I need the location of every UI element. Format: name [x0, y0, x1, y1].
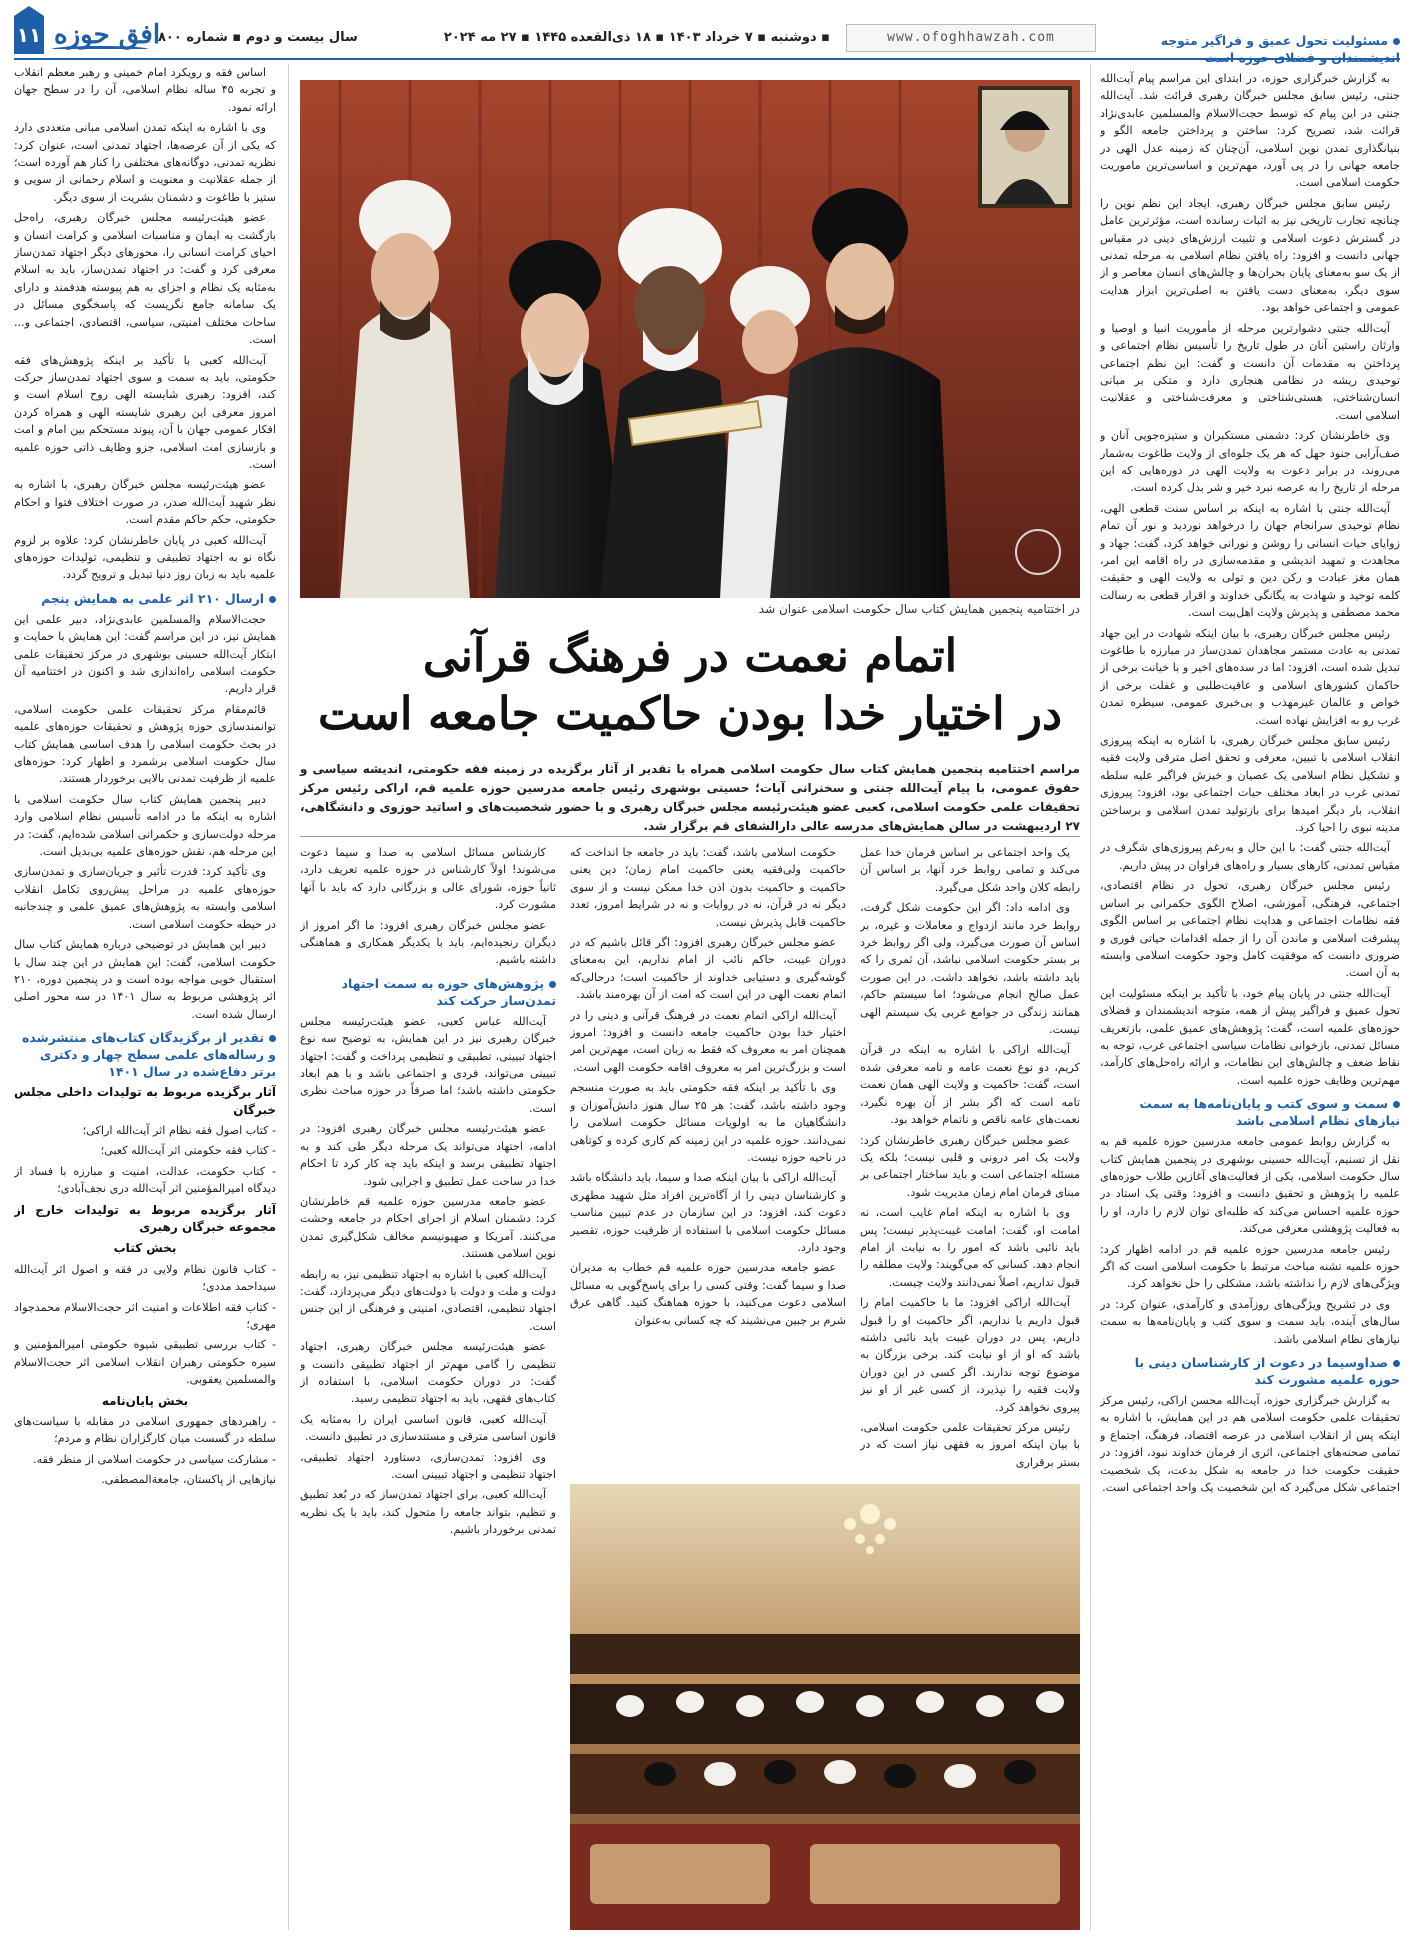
paragraph: عضو مجلس خبرگان رهبری افزود: ما اگر امروز از دیگران رنجیده‌ایم، باید با یکدیگر همکاری و هماهنگی داشته باشیم.: [300, 918, 556, 967]
paragraph: عضو هیئت‌رئیسه مجلس خبرگان رهبری، راه‌حل بازگشت به ایمان و مناسبات اسلامی و کرامت انسان و احیای کرامت انسانی را، محورهای دیگر اجتهاد تمدن‌ساز معرفی کرد و گفت: در اجتهاد تمدن‌ساز، باید به اسلام به‌مثابه یک نظام و اجزای به هم پیوسته هدفمند و دارای یک سامانه جامع نگریست که پاسخگوی مسائل در ساحات مختلف امنیتی، سیاسی، اقتصادی، اجتماعی و... است.: [14, 211, 276, 347]
paragraph: اساس فقه و رویکرد امام خمینی و رهبر معظم انقلاب و تجربه ۴۵ ساله نظام اسلامی، آن را در سطح جهان ارائه نمود.: [14, 66, 276, 114]
paragraph: وی با اشاره به اینکه امام غایب است، نه امامت او، گفت: امامت غیبت‌پذیر نیست؛ پس باید نائبی باشد که امور را به نیابت از امام انجام دهد. کسانی که می‌گویند: ولایت مطلقه را قبول نداریم، اصلاً نمی‌دانند ولایت چیست.: [860, 1206, 1080, 1289]
column-separator: [1090, 64, 1091, 1930]
hall-photo-illustration: [570, 1484, 1080, 1930]
paragraph: وی در تشریح ویژگی‌های روزآمدی و کارآمدی، عنوان کرد: در سال‌های آینده، باید سمت و سوی کتب و پایان‌نامه‌ها به سمت نیازهای نظام اسلامی باشد.: [1100, 1297, 1400, 1346]
paragraph: آیت‌الله کعبی با اشاره به اجتهاد تنظیمی نیز، به رابطه دولت و ملت و دولت با دولت‌های دیگر می‌پردازد، گفت: اجتهاد تنظیمی، اقتصادی، امنیتی و فرهنگی از این جنس است.: [300, 1267, 556, 1333]
paragraph: حکومت اسلامی باشد، گفت: باید در جامعه جا انداخت که حاکمیت ولی‌فقیه یعنی حاکمیت امام زمان؛ دین یعنی حاکمیت و حاکمیت بدون اذن خدا ممکن نیست و از سوی دیگر نه در قرآن، نه در روایات و نه در شرایط امروز، تعدد حاکمیت قابل پذیرش نیست.: [570, 846, 846, 929]
paragraph: عضو جامعه مدرسین حوزه علمیه قم خاطرنشان کرد: دشمنان اسلام از اجرای احکام در جامعه وحشت می‌کنند. آمریکا و صهیونیسم مخالف شکل‌گیری تمدن نوین اسلامی هستند.: [300, 1194, 556, 1261]
main-photo: [300, 80, 1080, 598]
paragraph: رئیس جامعه مدرسین حوزه علمیه قم در ادامه اظهار کرد: حوزه علمیه تشنه مباحث مرتبط با حکومت اسلامی است که اگر ویژگی‌های لازم را نداشته باشد، مشکلی را حل نخواهد کرد.: [1100, 1242, 1400, 1291]
paragraph: عضو هیئت‌رئیسه مجلس خبرگان رهبری، اجتهاد تنظیمی را گامی مهم‌تر از اجتهاد تطبیقی دانست و گفت: در دوران حکومت اسلامی، با استفاده از کتاب‌های فقهی، باید به اجتهاد تنظیمی رسید.: [300, 1340, 556, 1406]
list-item: - کتاب اصول فقه نظام اثر آیت‌الله اراکی؛: [82, 1123, 276, 1137]
headline-line-1: اتمام نعمت در فرهنگ قرآنی: [422, 629, 958, 682]
article-lede: مراسم اختتامیه پنجمین همایش کتاب سال حکومت اسلامی همراه با تقدیر از آثار برگزیده در زمینه فقه حکومتی، اندیشه سیاسی و حقوق عمومی، با پیام آیت‌الله جنتی و سخنرانی آیات؛ حسینی بوشهری رئیس جامعه مدرسین حوزه علمیه قم، اراکی رئیس مرکز تحقیقات علمی حکومت اسلامی، کعبی عضو هیئت‌رئیسه مجلس خبرگان رهبری و با حضور شخصیت‌های و اساتید حوزوی و دانشگاهی، ۲۷ اردیبهشت در سالن همایش‌های مدرسه عالی دارالشفای قم برگزار شد.: [300, 762, 1080, 833]
list-item: - کتاب حکومت، عدالت، امنیت و مبارزه با فساد از دیدگاه امیرالمؤمنین اثر آیت‌الله دری نجف‌آبادی؛: [14, 1164, 276, 1196]
list-heading: آثار برگزیده مربوط به تولیدات داخلی مجلس خبرگان: [14, 1085, 276, 1117]
paragraph: وی افزود: تمدن‌سازی، دستاورد اجتهاد تطبیقی، اجتهاد تنظیمی و اجتهاد تبیینی است.: [300, 1450, 556, 1481]
paragraph: آیت‌الله اراکی با اشاره به اینکه در قرآن کریم، دو نوع نعمت عامه و تامه معرفی شده است، گفت: حاکمیت و ولایت الهی همان نعمت تامه است که اگر بشر از آن بهره نگیرد، نعمت‌های عامه ناقص و ناتمام خواهد بود.: [860, 1043, 1080, 1127]
brand-swoosh: [52, 46, 148, 52]
paragraph: عضو هیئت‌رئیسه مجلس خبرگان رهبری افزود: در ادامه، اجتهاد می‌تواند یک مرحله دیگر طی کند و به اجتهاد تطبیقی برسد و اینکه باید چه کار کرد تا احکام خدا در ساحت عمل تطبیق و اجرایی شود.: [300, 1122, 556, 1188]
body-column-1: [860, 844, 1080, 1484]
paragraph: وی ادامه داد: اگر این حکومت شکل گرفت، روابط خرد مانند ازدواج و معاملات و غیره، بر اساس آن صورت می‌گیرد، ولی اگر روابط خرد بر بستر حکومت اسلامی نباشد، آن ثمری را که باید داشته باشد، نخواهد داشت. در این صورت عمل صالح انجام می‌شود؛ اما سیستم حاکم، همانند زندگی در جوامع غربی یک سیستم الهی نیست.: [860, 901, 1080, 1037]
list-heading: بخش پایان‌نامه: [101, 1393, 189, 1408]
section-subhead: مسئولیت تحول عمیق و فراگیر متوجه اندیشمندان و فضلای حوزه است: [1160, 33, 1400, 65]
website-url[interactable]: www.ofoghhawzah.com: [846, 24, 1096, 52]
body-column-2: [570, 844, 846, 1484]
section-subhead: سمت و سوی کتب و پایان‌نامه‌ها به سمت نیازهای نظام اسلامی باشد: [1139, 1096, 1400, 1129]
paragraph: قائم‌مقام مرکز تحقیقات علمی حکومت اسلامی، توانمندسازی حوزه پژوهش و تحقیقات حوزه‌های علمیه در بحث حکومت اسلامی را هدف اساسی همایش کتاب سال حکومت اسلامی برشمرد و اظهار کرد: حوزه‌های علمیه از ظرفیت تمدنی بالایی برخوردار هستند.: [14, 702, 276, 786]
paragraph: عضو جامعه مدرسین حوزه علمیه قم خطاب به مدیران صدا و سیما گفت: وقتی کسی را برای پاسخ‌گویی به مسائل اسلامی دعوت می‌کنید، با حوزه هماهنگ کنید. گاهی عرق شرم بر جبین می‌نشیند که چه کسانی به‌عنوان: [570, 1261, 846, 1327]
paragraph: دبیر این همایش در توضیحی درباره همایش کتاب سال حکومت اسلامی، گفت: این همایش در این چند سال با استقبال خوبی مواجه بوده است و در پنجمین دوره، ۲۱۰ اثر پژوهشی مربوط به سال ۱۴۰۱ در سه محور اصلی ارسال شده است.: [14, 938, 276, 1021]
paragraph: رئیس مرکز تحقیقات علمی حکومت اسلامی، با بیان اینکه امروز به فقهی نیاز است که در بستر برقراری: [860, 1421, 1080, 1469]
paragraph: عضو مجلس خبرگان رهبری افزود: اگر قائل باشیم که در دوران غیبت، حاکم نائب از امام نداریم، این به‌معنای گوشه‌گیری و دستیابی خداوند از حاکمیت است؛ درحالی‌که اتمام نعمت الهی در این است که امت از آن بهره‌مند باشد.: [570, 936, 846, 1002]
list-item: - راهبردهای جمهوری اسلامی در مقابله با سیاست‌های سلطه در گسست میان کارگزاران نظام و مردم؛: [14, 1415, 276, 1446]
lede-rule: [300, 836, 1080, 837]
paragraph: آیت‌الله کعبی در پایان خاطرنشان کرد: علاوه بر لزوم نگاه نو به اجتهاد تطبیقی و تنظیمی، تولیدات حوزه‌های علمیه باید به زبان روز دنیا تبدیل و ترویج گردد.: [14, 533, 276, 582]
paragraph: آیت‌الله اراکی افزود: ما با حاکمیت امام را قبول داریم یا نداریم، اگر حاکمیت او را قبول داریم، پس در دوران غیبت باید نائبی داشته باشد که او از او نیابت کند. برخی بزرگان به موضوع توجه ندارند. اگر کسی در این دوران ولایت فقیه را نپذیرد، از کسی غیر از او نیز پیروی نخواهد کرد.: [860, 1296, 1080, 1414]
paragraph: آیت‌الله جنتی گفت: با این حال و به‌رغم پیروزی‌های شگرف در مقیاس تمدنی، کارهای بسیار و راه‌های فراوان در پیش داریم.: [1100, 841, 1400, 872]
right-column: [1100, 26, 1400, 1930]
body-column-3: [300, 844, 556, 1930]
section-subhead: تقدیر از برگزیدگان کتاب‌های منتشرشده و رساله‌های علمی سطح چهار و دکتری برتر دفاع‌شده در سال ۱۴۰۱: [22, 1030, 276, 1080]
paragraph: دبیر پنجمین همایش کتاب سال حکومت اسلامی با اشاره به اینکه ما در ادامه تأسیس نظام اسلامی وارد مرحله دولت‌سازی و حکمرانی اسلامی شده‌ایم، گفت: در این مرحله هم، نقش حوزه‌های علمیه بی‌بدیل است.: [14, 792, 276, 859]
paragraph: عضو هیئت‌رئیسه مجلس خبرگان رهبری، با اشاره به نظر شهید آیت‌الله صدر، در صورت اختلاف فتوا و احکام حکومتی، حکم حاکم مقدم است.: [14, 478, 276, 527]
paragraph: وی تأکید کرد: قدرت تأثیر و جریان‌سازی و تمدن‌سازی حوزه‌های علمیه در مراحل پیش‌روی تکامل انقلاب اسلامی وابسته به پژوهش‌های عمیق علمی و چندجانبه در حیطه حکومت اسلامی است.: [14, 865, 276, 931]
paragraph: آیت‌الله عباس کعبی، عضو هیئت‌رئیسه مجلس خبرگان رهبری نیز در این همایش، به توضیح سه نوع اجتهاد تبیینی، تطبیقی و تنظیمی پرداخت و گفت: اجتهاد تبیینی می‌تواند، فردی و اجتماعی باشد و با هم ابعاد حکومتی داشته باشد؛ اما صرفاً در حوزه مباحث نظری است.: [300, 1014, 556, 1115]
list-heading: بخش کتاب: [113, 1241, 177, 1256]
paragraph: رئیس سابق مجلس خبرگان رهبری، با اشاره به اینکه پیروزی انقلاب اسلامی با تبیین، معرفی و تحقق اصل مترقی ولایت فقیه و تشکیل نظام اسلامی یک عصیان و خیزش فراگیر علیه سلطه تمدنی غرب در ابعاد مختلف حیات اجتماعی بود، افزود: پیروزی انقلاب، بار دیگر امیدها برای بازتولید تمدن اسلامی و برساختن مدینه نبوی را احیا کرد.: [1100, 734, 1400, 835]
paragraph: کارشناس مسائل اسلامی به صدا و سیما دعوت می‌شوند! اولاً کارشناس در حوزه علمیه تعریف دارد، ثانیاً حوزه، شورای عالی و بزرگانی دارد که باید با آنها مشورت کرد.: [300, 846, 556, 912]
column-separator: [288, 64, 289, 1930]
paragraph: رئیس مجلس خبرگان رهبری، با بیان اینکه شهادت در این جهاد تمدنی به عادت مستمر مجاهدان تمدن‌ساز در مبارزه با طاغوت تبدیل شده است، افزود: اما در سده‌های اخیر و با خیانت برخی از حاکمان کشورهای اسلامی و عافیت‌طلبی و غفلت برخی از خواص و عالمان غیرمهذب و بی‌خبری عمومی، سیطره تمدن غرب رو به افزایش نهاده است.: [1100, 626, 1400, 727]
bullet-dot-icon: [1393, 1101, 1400, 1108]
list-item: - مشارکت سیاسی در حکومت اسلامی از منظر فقه.: [33, 1452, 276, 1466]
list-item: - کتاب فقه حکومتی اثر آیت‌الله کعبی؛: [100, 1144, 276, 1158]
bullet-dot-icon: [1393, 38, 1400, 45]
ceremony-photo-illustration: [300, 80, 1080, 598]
audience-photo: [570, 1484, 1080, 1930]
photo-caption: در اختتامیه پنجمین همایش کتاب سال حکومت اسلامی عنوان شد: [758, 602, 1080, 616]
dateline: ▪ دوشنبه ▪ ۷ خرداد ۱۴۰۳ ▪ ۱۸ ذی‌القعده ۱۴۴۵ ▪ ۲۷ مه ۲۰۲۴: [443, 30, 830, 45]
section-subhead: صداوسیما در دعوت از کارشناسان دینی با حوزه علمیه مشورت کند: [1134, 1355, 1400, 1388]
paragraph: آیت‌الله اراکی اتمام نعمت در فرهنگ قرآنی و دینی را در اختیار خدا بودن حاکمیت جامعه دانست و افزود: امروز همچنان امر به معروف که فقط به زبان است، مهم‌ترین امر است و بزرگ‌ترین امر به معروف اقامه حکومت الهی است.: [570, 1008, 846, 1074]
paragraph: به گزارش خبرگزاری حوزه، در ابتدای این مراسم پیام آیت‌الله جنتی، رئیس سابق مجلس خبرگان رهبری قرائت شد. آیت‌الله جنتی در این پیام که توسط حجت‌الاسلام والمسلمین عابدی‌نژاد قرائت شد، تصریح کرد: ساختن و پرداختن جامعه الگو و بنیانگذاری تمدن نوین اسلامی، آن‌چنان که زمینه عدل الهی در جامعه جهانی را در پی آورد، مهم‌ترین و اساسی‌ترین ماموریت حکومت اسلامی است.: [1100, 72, 1400, 190]
section-subhead: ارسال ۲۱۰ اثر علمی به همایش پنجم: [14, 590, 276, 607]
section-subhead: پژوهش‌های حوزه به سمت اجتهاد تمدن‌ساز حرکت کند: [341, 975, 556, 1008]
left-column: [14, 64, 276, 1930]
paragraph: آیت‌الله کعبی با تأکید بر اینکه پژوهش‌های فقه حکومتی، باید به سمت و سوی اجتهاد تمدن‌ساز حرکت کند، افزود: رهبری شایسته الهی روح اسلام است و امروز معرفی این رهبری شایسته الهی و همراه کردن افکار عمومی جهان با آن، پیوند مستحکم بین امام و امت و بازسازی امت اسلامی، جزو وظایف ذاتی حوزه علمیه است.: [14, 353, 276, 471]
paragraph: به گزارش روابط عمومی جامعه مدرسین حوزه علمیه قم به نقل از تسنیم، آیت‌الله حسینی بوشهری در پنجمین همایش کتاب سال حکومت اسلامی، یکی از فعالیت‌های آغازین طلاب حوزه‌های علمیه را پژوهش و تحقیق دانست و افزود: وقتی یک استاد در حوزه علمیه احساس می‌کند که طلبه‌ای توان لازم را دارد، او را به فعالیت پژوهشی معرفی می‌کند.: [1100, 1135, 1400, 1236]
bullet-dot-icon: [269, 596, 276, 603]
page-number: ۱۱: [14, 16, 44, 54]
brand-logo: افق حوزه: [54, 20, 161, 50]
list-item: - کتاب قانون نظام ولایی در فقه و اصول اثر آیت‌الله سیداحمد مددی؛: [14, 1262, 276, 1294]
issue-number: سال بیست و دوم ▪ شماره ۸۰۰: [158, 30, 358, 45]
paragraph: به گزارش خبرگزاری حوزه، آیت‌الله محسن اراکی، رئیس مرکز تحقیقات علمی حکومت اسلامی هم در این همایش، با اشاره به اینکه پس از انقلاب اسلامی در عرصه اقتصاد، فرهنگ، اجتماع و تمامی صحنه‌های اجتماعی، اثری از فرمان خداوند نبود، افزود: در حقیقت حکومت خدا در جامعه به شکل بدعت، یک شخصیت اجتماعی شکل می‌گیرد که این شخصیت یک واحد اجتماعی است.: [1100, 1394, 1400, 1495]
paragraph: وی با اشاره به اینکه تمدن اسلامی مبانی متعددی دارد که یکی از آن عرصه‌ها، اجتهاد تمدنی است، عنوان کرد: نظریه تمدنی، دوگانه‌های مختلفی را کنار هم آورده است؛ از جمله عقلانیت و معنویت و اسلام رحمانی از سویی و ستیز با طاغوت و دشمنان بشریت از سوی دیگر.: [14, 121, 276, 204]
bullet-dot-icon: [1393, 1360, 1400, 1367]
paragraph: رئیس مجلس خبرگان رهبری، تحول در نظام اقتصادی، اجتماعی، فرهنگی، آموزشی، اصلاح الگوی حکمرانی بر اساس فقه نظامات اجتماعی و هدایت نظام اجتماعی بر اساس الگوی پیشرفت اسلامی و ماندن آن را از جمله اقدامات حیاتی فوری و ضروری دانست که موفقیت کامل وجود حکومت اسلامی وابسته به آن است.: [1100, 879, 1400, 980]
headline-line-2: در اختیار خدا بودن حاکمیت جامعه است: [317, 687, 1063, 740]
paragraph: یک واحد اجتماعی بر اساس فرمان خدا عمل می‌کند و تمامی روابط خرد آنها، بر اساس آن رابطه کلان واحد شکل می‌گیرد.: [860, 846, 1080, 894]
paragraph: وی با تأکید بر اینکه فقه حکومتی باید به صورت منسجم وجود داشته باشد، گفت: هر ۲۵ سال هنوز دانش‌آموزان و دانشگاهیان ما به اولویات مسائل حکومت اسلامی را نمی‌دانند. حوزه علمیه در این زمینه کم کاری کرده و کوتاهی در ناحیه حوزه نیست.: [570, 1081, 846, 1164]
list-item: - کتاب بررسی تطبیقی شیوه حکومتی امیرالمؤمنین و سیره حکومتی رهبران انقلاب اسلامی اثر حجت‌الاسلام والمسلمین یعقوبی.: [14, 1338, 276, 1387]
paragraph: آیت‌الله جنتی در پایان پیام خود، با تأکید بر اینکه مسئولیت این تحول عمیق و فراگیر پیش از همه، متوجه اندیشمندان و فضلای حوزه‌های علمیه است، گفت: پژوهش‌های عمیق علمی، بازتعریف مسائل تمدنی، بازخوانی نظامات سیاسی اجتماعی غرب، توجه به نقاط ضعف و چالش‌های این نظامات، و ارائه راه‌حل‌های کارآمد، مهم‌ترین وظایف حوزه علمیه است.: [1100, 986, 1400, 1087]
paragraph: آیت‌الله جنتی با اشاره به اینکه بر اساس سنت قطعی الهی، نظام توحیدی سرانجام جهان را درخواهد نوردید و نور آن تمام زوایای حیات انسانی را روشن و نورانی خواهد کرد، گفت: جهاد و مجاهدت و تمهید اندیشی و مقدمه‌سازی در راه اقامه این امر، همان مغز عبادت و رکن دین و تولی به ولایت الهی و حقیقت کلمه توحید و شهادت به یگانگی خداوند و اقرار قطعی به رسالت محمد مصطفی و پذیرش ولایت اهل‌بیت است.: [1100, 501, 1400, 620]
paragraph: آیت‌الله کعبی، قانون اساسی ایران را به‌مثابه یک قانون اساسی مترقی و مستندسازی در تطبیق دانست.: [300, 1412, 556, 1444]
paragraph: آیت‌الله اراکی با بیان اینکه صدا و سیما، باید دانشگاه باشد و کارشناسان دینی را از آگاه‌ترین افراد مثل شهید مطهری دعوت کند، افزود: در این سازمان در عدم تبیین مناسب مسائل حکومت اسلامی با استفاده از ظرفیت حوزه، تقصیر وجود دارد.: [570, 1171, 846, 1254]
paragraph: وی خاطرنشان کرد: دشمنی مستکبران و ستیزه‌جویی آنان و صف‌آرایی جنود جهل که هر یک جلوه‌ای از ولایت طاغوت به‌شمار می‌روند، در برابر دعوت به ولایت الهی در دوره‌هایی که این مرحله از تاریخ را به عرصه نبرد خیر و شر بدل کرده است.: [1100, 429, 1400, 495]
bullet-dot-icon: [549, 981, 556, 988]
paragraph: عضو مجلس خبرگان رهبری خاطرنشان کرد: ولایت یک امر درونی و قلبی نیست؛ بلکه یک مسئله اجتماعی است و باید ساختار اجتماعی بر مبنای فرمان امام زمان مدیریت شود.: [860, 1133, 1080, 1199]
paragraph: رئیس سابق مجلس خبرگان رهبری، ایجاد این نظم نوین را چنانچه تجارب تاریخی نیز به اثبات رسانده است، مؤثرترین عامل در گسترش دعوت اسلامی و تثبیت ارزش‌های دینی در مقیاس جهانی دانست و افزود: راه یافتن نظام اسلامی به مرحله تمدنی از یک سو به‌معنای پایان بحران‌ها و چالش‌های انسان معاصر و از سوی دیگر، به‌معنای دست یافتن به اصلی‌ترین ابزار هدایت عمومی و اجتماعی خواهد بود.: [1100, 196, 1400, 315]
list-item: - کتاب فقه اطلاعات و امنیت اثر حجت‌الاسلام محمدجواد مهری؛: [14, 1300, 276, 1331]
list-item: نیازهایی از پاکستان، جامعة‌المصطفی.: [101, 1473, 276, 1487]
bullet-dot-icon: [269, 1035, 276, 1042]
paragraph: آیت‌الله جنتی دشوارترین مرحله از مأموریت انبیا و اوصیا و وارثان راستین آنان در طول تاریخ را تأسیس نظام اجتماعی و پرداختن به مقدمات آن دانست و گفت: این نظم اجتماعی توحیدی ریشه در نظامی هنجاری دارد و متکی بر مبانی انسان‌شناختی، هستی‌شناختی و معرفت‌شناختی و عقلانیت اسلامی است.: [1100, 321, 1400, 422]
paragraph: آیت‌الله کعبی، برای اجتهاد تمدن‌ساز که در بُعد تطبیق و تنظیم، بتواند جامعه را متحول کند، باید با یک نظریه تمدنی برخوردار باشیم.: [300, 1488, 556, 1537]
list-heading: آثار برگزیده مربوط به تولیدات خارج از مجموعه خبرگان رهبری: [14, 1202, 276, 1234]
paragraph: حجت‌الاسلام والمسلمین عابدی‌نژاد، دبیر علمی این همایش نیز، در این مراسم گفت: این همایش با حمایت و ابتکار آیت‌الله حسینی بوشهری در مرکز تحقیقات علمی حکومت اسلامی راه‌اندازی شد و اکنون در اختتامیه آن قرار داریم.: [14, 612, 276, 696]
